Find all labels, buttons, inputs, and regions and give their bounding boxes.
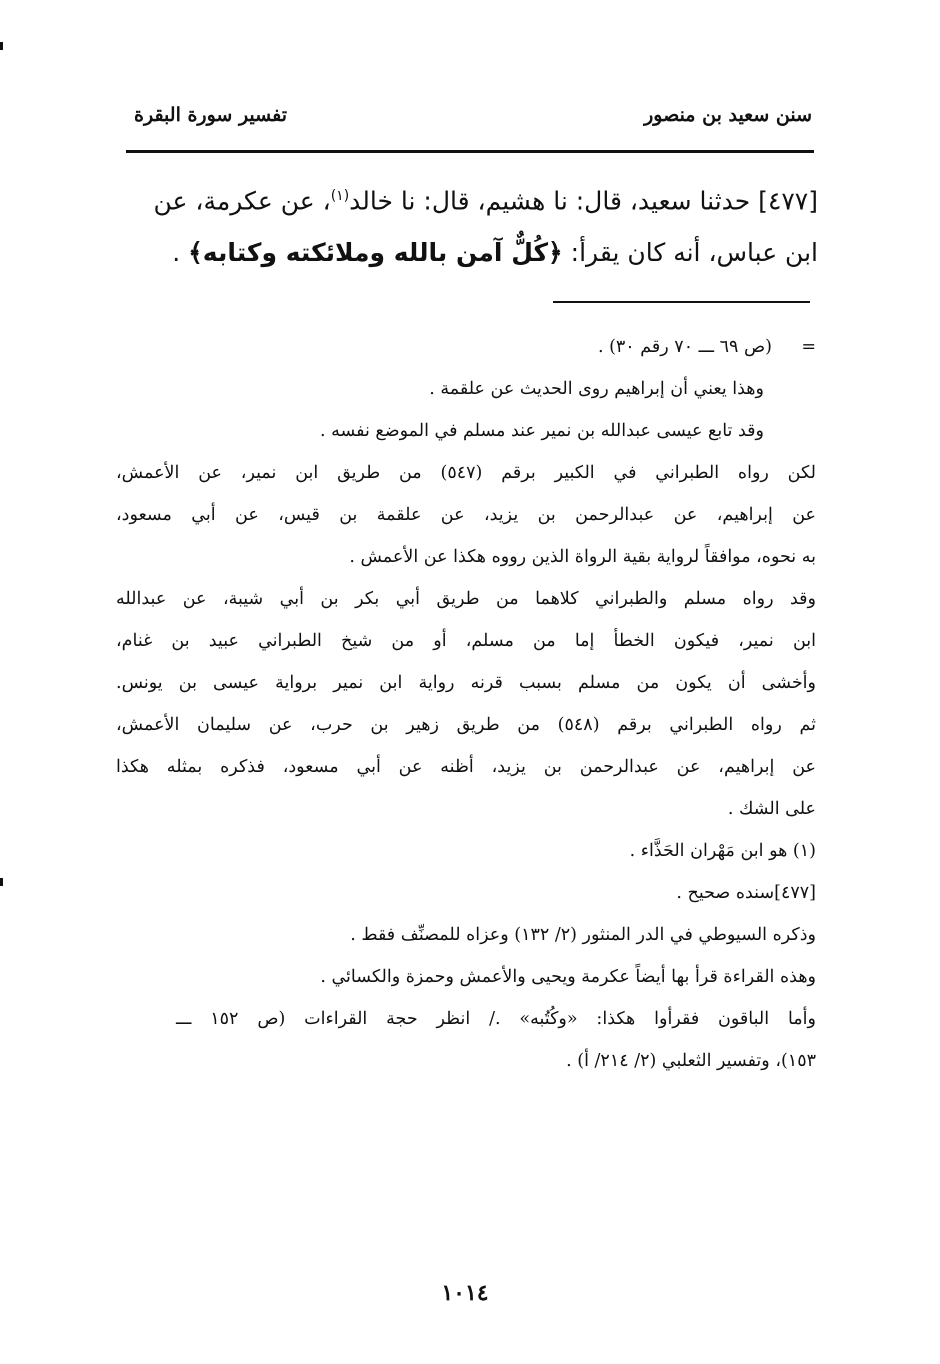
- hadith-end: .: [172, 238, 189, 268]
- footnote-1: (١) هو ابن مَهْران الحَذَّاء .: [629, 841, 816, 861]
- header-divider: [126, 150, 814, 153]
- hadith-isnad-continued: ، عن عكرمة، عن: [153, 186, 331, 216]
- page-number: ١٠١٤: [441, 1280, 489, 1306]
- hadith-isnad: [٤٧٧] حدثنا سعيد، قال: نا هشيم، قال: نا خالد: [349, 186, 818, 216]
- continuation-mark: =: [801, 337, 816, 357]
- note-line: على الشك .: [727, 799, 816, 819]
- running-header-section-title: تفسير سورة البقرة: [134, 104, 288, 126]
- running-header-book-title: سنن سعيد بن منصور: [644, 104, 812, 126]
- footnote-separator: [553, 301, 810, 303]
- hadith-matn: ابن عباس، أنه كان يقرأ:: [570, 238, 818, 268]
- hadith-text: [110, 170, 818, 279]
- scan-margin-mark: [0, 878, 3, 886]
- note-line: وهذا يعني أن إبراهيم روى الحديث عن علقمة .: [429, 379, 764, 399]
- takhrij-line: ١٥٣)، وتفسير الثعلبي (٢/ ٢١٤/ أ) .: [566, 1051, 816, 1071]
- hadith-line-1: [110, 170, 818, 227]
- quran-quote: ﴿كُلٌّ آمن بالله وملائكته وكتابه﴾: [188, 238, 563, 268]
- note-line: ابن نمير، فيكون الخطأ إما من مسلم، أو من شيخ الطبراني عبيد بن غنام،: [116, 631, 816, 651]
- note-line: به نحوه، موافقاً لرواية بقية الرواة الذين رووه هكذا عن الأعمش .: [349, 547, 816, 567]
- hadith-line-2: [110, 227, 818, 279]
- note-line: وقد تابع عيسى عبدالله بن نمير عند مسلم في الموضع نفسه .: [320, 421, 764, 441]
- note-text: (ص ٦٩ ـــ ٧٠ رقم ٣٠) .: [597, 337, 772, 357]
- footnote-reference: (١): [330, 188, 350, 204]
- footnotes-section: [116, 326, 816, 1082]
- hadith-grade: [٤٧٧]سنده صحيح .: [676, 883, 816, 903]
- note-line: وأخشى أن يكون من مسلم بسبب قرنه رواية ابن نمير برواية عيسى بن يونس.: [116, 673, 816, 693]
- note-line: عن إبراهيم، عن عبدالرحمن بن يزيد، عن علقمة بن قيس، عن أبي مسعود،: [116, 505, 816, 525]
- note-line: لكن رواه الطبراني في الكبير برقم (٥٤٧) من طريق ابن نمير، عن الأعمش،: [116, 463, 817, 483]
- takhrij-line: وذكره السيوطي في الدر المنثور (٢/ ١٣٢) وعزاه للمصنِّف فقط .: [350, 925, 816, 945]
- takhrij-line: وهذه القراءة قرأ بها أيضاً عكرمة ويحيى والأعمش وحمزة والكسائي .: [320, 967, 816, 987]
- note-line: عن إبراهيم، عن عبدالرحمن بن يزيد، أظنه عن أبي مسعود، فذكره بمثله هكذا: [116, 757, 816, 777]
- note-line: [116, 326, 816, 368]
- scan-margin-mark: [0, 42, 3, 50]
- takhrij-line: وأما الباقون فقرأوا هكذا: «وكُتُبه» ./ انظر حجة القراءات (ص ١٥٢ ـــ: [176, 1009, 816, 1029]
- note-line: ثم رواه الطبراني برقم (٥٤٨) من طريق زهير بن حرب، عن سليمان الأعمش،: [116, 715, 817, 735]
- note-line: وقد رواه مسلم والطبراني كلاهما من طريق أبي بكر بن أبي شيبة، عن عبدالله: [116, 589, 816, 609]
